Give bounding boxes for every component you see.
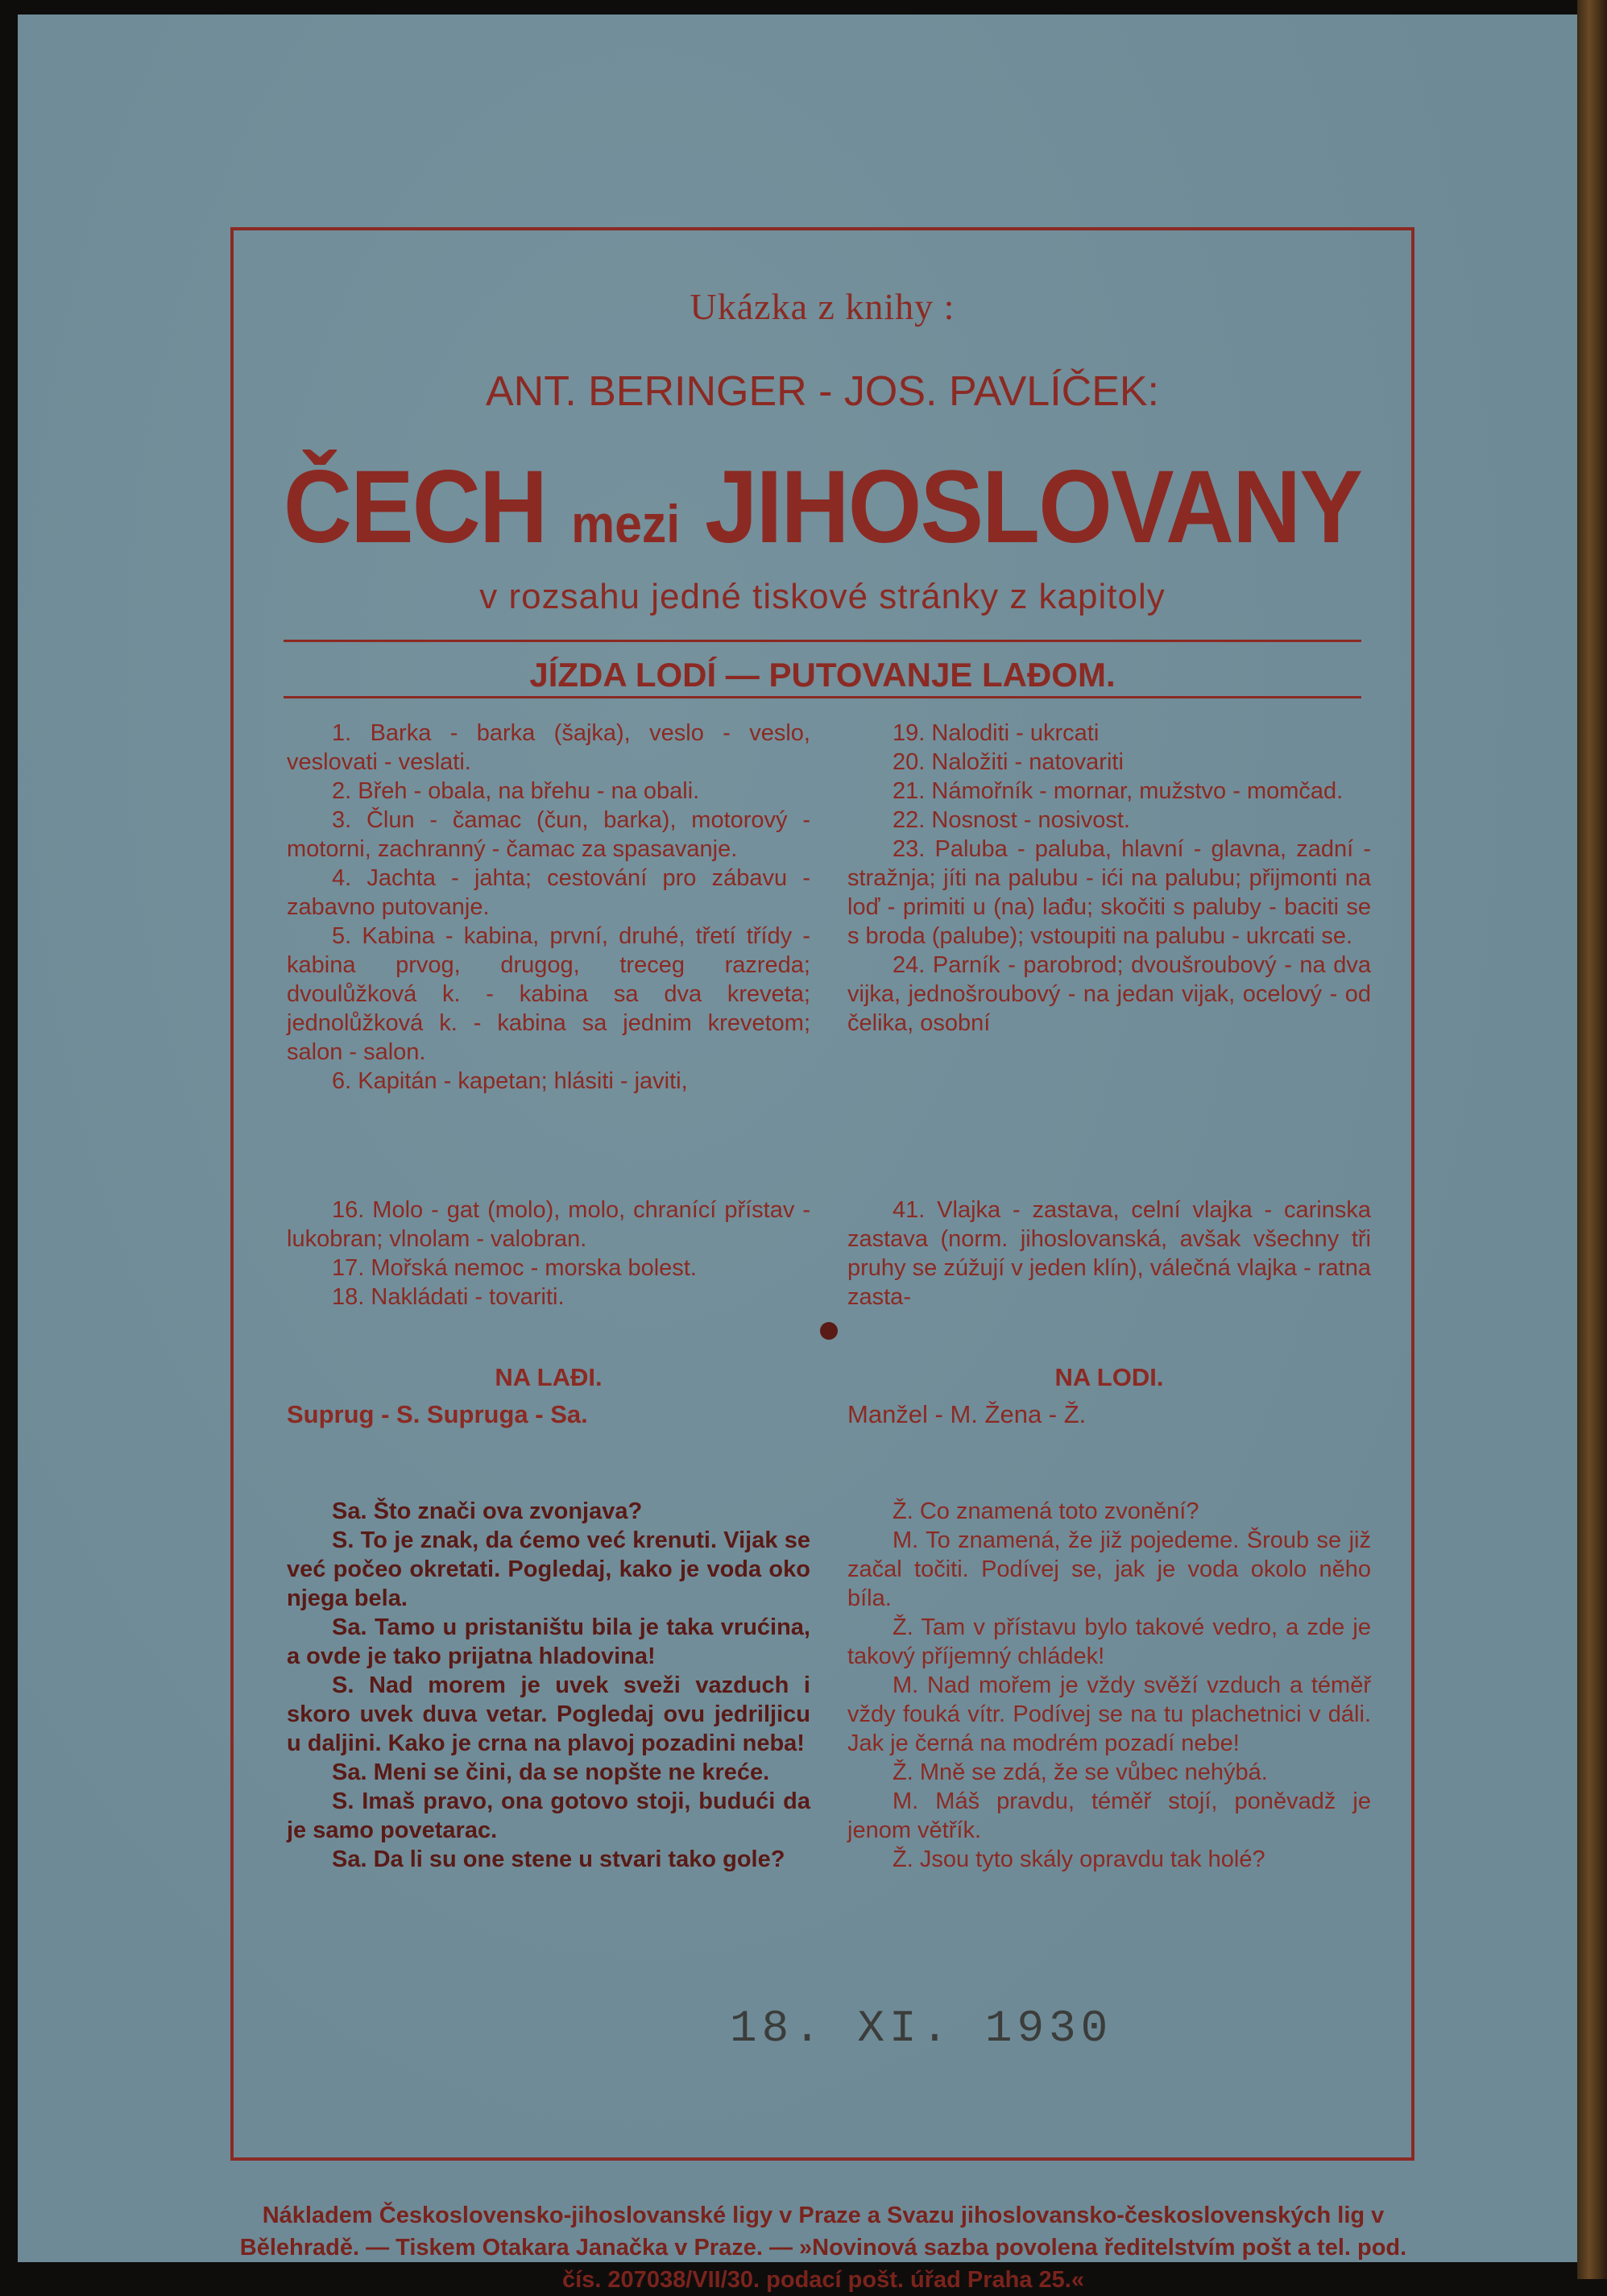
vocab-entry: 23. Paluba - paluba, hlavní - glavna, zadní - stražnja; jíti na palubu - ići na palubu; přijmonti na loď - primiti u (na) lađu; skočiti s paluby - baciti se s broda (palube); vstoupiti na palubu - ukrcati se. <box>847 836 1371 949</box>
dialog-left <box>287 1497 810 1874</box>
vocab-entry: 4. Jachta - jahta; cestování pro zábavu - zabavno putovanje. <box>287 865 810 920</box>
dialog-line: Ž. Jsou tyto skály opravdu tak holé? <box>893 1846 1265 1872</box>
authors: ANT. BERINGER - JOS. PAVLÍČEK: <box>485 368 1160 415</box>
dialog-line: Sa. Tamo u pristaništu bila je taka vrućina, a ovde je tako prijatna hladovina! <box>287 1614 810 1669</box>
vocab-entry: 16. Molo - gat (molo), molo, chranící přístav - lukobran; vlnolam - valobran. <box>287 1197 810 1252</box>
dialog-left-head <box>287 1363 810 1429</box>
book-title <box>280 448 1364 566</box>
vocab-left-2 <box>287 1196 810 1312</box>
center-dot <box>820 1322 838 1340</box>
dialog-right <box>847 1497 1371 1874</box>
vocab-entry: 3. Člun - čamac (čun, barka), motorový - motorni, zachranný - čamac za spasavanje. <box>287 807 810 862</box>
sample-label: Ukázka z knihy : <box>690 286 955 327</box>
subtitle: v rozsahu jedné tiskové stránky z kapitoly <box>479 577 1166 616</box>
dialog-line: Sa. Što znači ova zvonjava? <box>332 1498 643 1524</box>
vocab-entry: 6. Kapitán - kapetan; hlásiti - javiti, <box>332 1068 688 1094</box>
dialog-right-head <box>847 1363 1371 1429</box>
title-part1: ČECH <box>283 450 547 565</box>
chapter-title: JÍZDA LODÍ — PUTOVANJE LAĐOM. <box>529 656 1116 694</box>
dialog-formula: Suprug - S. Supruga - Sa. <box>287 1400 588 1428</box>
vocab-entry: 18. Nakládati - tovariti. <box>332 1284 565 1310</box>
content-frame <box>230 227 1414 2161</box>
dialog-line: S. To je znak, da ćemo već krenuti. Vijak se već počeo okretati. Pogledaj, kako je voda oko njega bela. <box>287 1527 810 1611</box>
vocab-entry: 20. Naložiti - natovariti <box>893 749 1124 775</box>
vocab-entry: 19. Naloditi - ukrcati <box>893 720 1100 746</box>
dialog-line: M. To znamená, že již pojedeme. Šroub se již začal točiti. Podívej se, jak je voda okolo něho bíla. <box>847 1527 1371 1611</box>
vocab-right <box>847 719 1371 1038</box>
vocab-entry: 24. Parník - parobrod; dvoušroubový - na dva vijka, jednošroubový - na jedan vijak, ocelový - od čelika, osobní <box>847 952 1371 1036</box>
dialog-line: M. Nad mořem je vždy svěží vzduch a téměř vždy fouká vítr. Podívej se na tu plachetnici v dáli. Jak je černá na modrém pozadí nebe! <box>847 1672 1371 1756</box>
dialog-line: Ž. Mně se zdá, že se vůbec nehýbá. <box>893 1759 1268 1785</box>
title-part3: JIHOSLOVANY <box>704 450 1362 565</box>
vocab-entry: 2. Břeh - obala, na břehu - na obali. <box>332 778 700 804</box>
vocab-entry: 5. Kabina - kabina, první, druhé, třetí třídy - kabina prvog, drugog, treceg razreda; dvoulůžková k. - kabina sa dva kreveta; jednolůžková k. - kabina sa jednim krevetom; salon - salon. <box>287 923 810 1065</box>
vocab-entry: 21. Námořník - mornar, mužstvo - momčad. <box>893 778 1344 804</box>
dialog-line: S. Nad morem je uvek sveži vazduch i skoro uvek duva vetar. Pogledaj ovu jedriljicu u daljini. Kako je crna na plavoj pozadini neba! <box>287 1672 810 1756</box>
vocab-entry: 41. Vlajka - zastava, celní vlajka - carinska zastava (norm. jihoslovanská, avšak všechny tři pruhy se zúžují v jeden klín), válečná vlajka - ratna zasta- <box>847 1197 1371 1310</box>
divider-top <box>284 640 1361 642</box>
book-spine <box>1577 0 1607 2279</box>
vocab-entry: 22. Nosnost - nosivost. <box>893 807 1130 833</box>
dialog-line: Sa. Meni se čini, da se nopšte ne kreće. <box>332 1759 770 1785</box>
vocab-entry: 17. Mořská nemoc - morska bolest. <box>332 1255 697 1281</box>
dialog-line: Sa. Da li su one stene u stvari tako gole? <box>332 1846 785 1872</box>
dialog-heading: NA LAĐI. <box>495 1363 603 1391</box>
vocab-entry: 1. Barka - barka (šajka), veslo - veslo, veslovati - veslati. <box>287 720 810 775</box>
dialog-heading: NA LODI. <box>1054 1363 1164 1391</box>
vocab-left <box>287 719 810 1096</box>
dialog-line: Ž. Co znamená toto zvonění? <box>893 1498 1199 1524</box>
dialog-line: M. Máš pravdu, téměř stojí, poněvadž je jenom větřík. <box>847 1788 1371 1843</box>
date-stamp: 18. XI. 1930 <box>730 2003 1113 2054</box>
vocab-right-2 <box>847 1196 1371 1312</box>
dialog-line: Ž. Tam v přístavu bylo takové vedro, a zde je takový příjemný chládek! <box>847 1614 1371 1669</box>
page <box>18 15 1584 2293</box>
dialog-formula: Manžel - M. Žena - Ž. <box>847 1400 1087 1428</box>
divider-bottom <box>284 696 1361 698</box>
title-part2: mezi <box>571 494 681 553</box>
publisher-footer: Nákladem Československo-jihoslovanské ligy v Praze a Svazu jihoslovansko-československých lig v Bělehradě. — Tiskem Otakara Janačka v Praze. — »Novinová sazba povolena ředitelstvím pošt a tel. pod. čís. 207038/VII/30. podací pošt. úřad Praha 25.« <box>239 2203 1407 2293</box>
dialog-line: S. Imaš pravo, ona gotovo stoji, budući da je samo povetarac. <box>287 1788 810 1843</box>
